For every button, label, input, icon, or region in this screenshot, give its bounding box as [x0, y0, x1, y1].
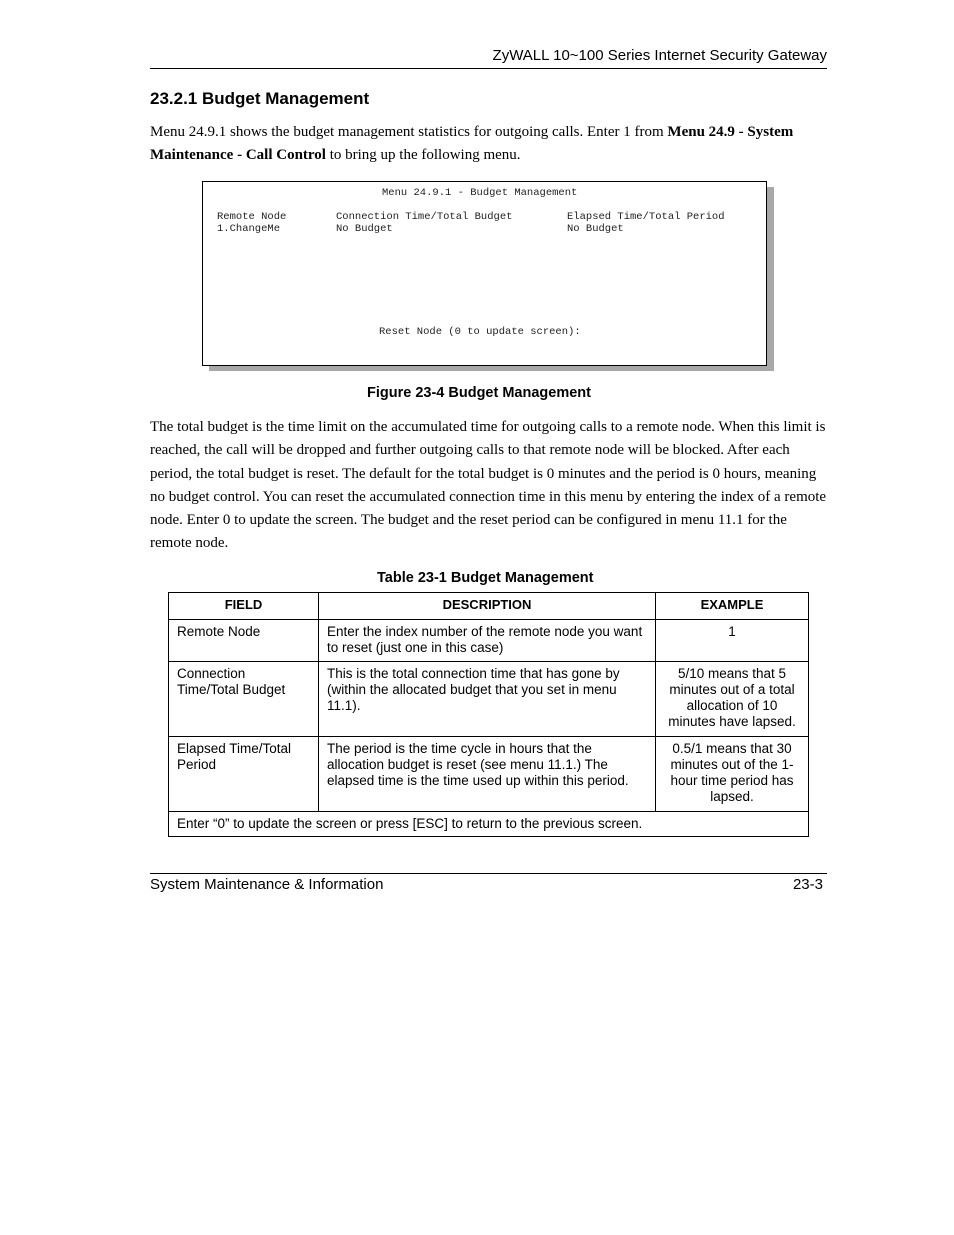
- figure-caption: Figure 23-4 Budget Management: [367, 385, 591, 401]
- terminal-node-entry: 1.ChangeMe: [217, 223, 281, 235]
- table-header-row: [169, 593, 809, 620]
- intro-menu-reference: Menu 24.9 - System Maintenance - Call Control: [150, 124, 794, 164]
- intro-paragraph: [150, 121, 830, 168]
- intro-text-1: Menu 24.9.1 shows the budget management statistics for outgoing calls. Enter 1 from: [150, 124, 668, 140]
- table-note-row: [169, 812, 809, 837]
- description-cell: The period is the time cycle in hours that the allocation budget is reset (see menu 11.1.) The elapsed time is the time used up within this period.: [319, 737, 656, 812]
- header-field: FIELD: [169, 593, 319, 620]
- footer-chapter-title: System Maintenance & Information: [150, 876, 384, 893]
- description-cell: This is the total connection time that has gone by (within the allocated budget that you set in menu 11.1).: [319, 662, 656, 737]
- terminal-col-remote-node: Remote Node: [217, 211, 287, 223]
- table-row: [169, 620, 809, 662]
- header-title: ZyWALL 10~100 Series Internet Security Gateway: [492, 47, 827, 64]
- terminal-title: Menu 24.9.1 - Budget Management: [382, 187, 578, 199]
- section-heading: 23.2.1 Budget Management: [150, 89, 370, 108]
- header-description: DESCRIPTION: [319, 593, 656, 620]
- description-cell: Enter the index number of the remote node you want to reset (just one in this case): [319, 620, 656, 662]
- table-row: [169, 737, 809, 812]
- table-row: [169, 662, 809, 737]
- page-header: [150, 46, 827, 69]
- example-cell: 5/10 means that 5 minutes out of a total allocation of 10 minutes have lapsed.: [656, 662, 809, 737]
- table-note: Enter “0” to update the screen or press [ESC] to return to the previous screen.: [169, 812, 809, 837]
- body-paragraph: The total budget is the time limit on the accumulated time for outgoing calls to a remote node. When this limit is reached, the call will be dropped and further outgoing calls to that remote node will be blocked. After each period, the total budget is reset. The default for the total budget is 0 minutes and the period is 0 hours, meaning no budget control. You can reset the accumulated connection time in this menu by entering the index of a remote node. Enter 0 to update the screen. The budget and the reset period can be configured in menu 11.1 for the remote node.: [150, 419, 827, 552]
- field-cell: Remote Node: [169, 620, 319, 662]
- terminal-period-value: No Budget: [567, 223, 624, 235]
- page-footer: [150, 873, 827, 898]
- terminal-col-elapsed-time: Elapsed Time/Total Period: [567, 211, 725, 223]
- terminal-budget-value: No Budget: [336, 223, 393, 235]
- example-cell: 0.5/1 means that 30 minutes out of the 1-hour time period has lapsed.: [656, 737, 809, 812]
- table-caption: Table 23-1 Budget Management: [377, 570, 594, 586]
- footer-page-number: 23-3: [792, 876, 823, 893]
- terminal-screen: [202, 181, 767, 366]
- header-example: EXAMPLE: [656, 593, 809, 620]
- terminal-reset-prompt: Reset Node (0 to update screen):: [379, 326, 581, 338]
- terminal-col-connection-time: Connection Time/Total Budget: [336, 211, 513, 223]
- field-cell: Elapsed Time/Total Period: [169, 737, 319, 812]
- budget-table: [168, 592, 809, 837]
- field-cell: Connection Time/Total Budget: [169, 662, 319, 737]
- example-cell: 1: [656, 620, 809, 662]
- intro-text-2: to bring up the following menu.: [325, 147, 521, 164]
